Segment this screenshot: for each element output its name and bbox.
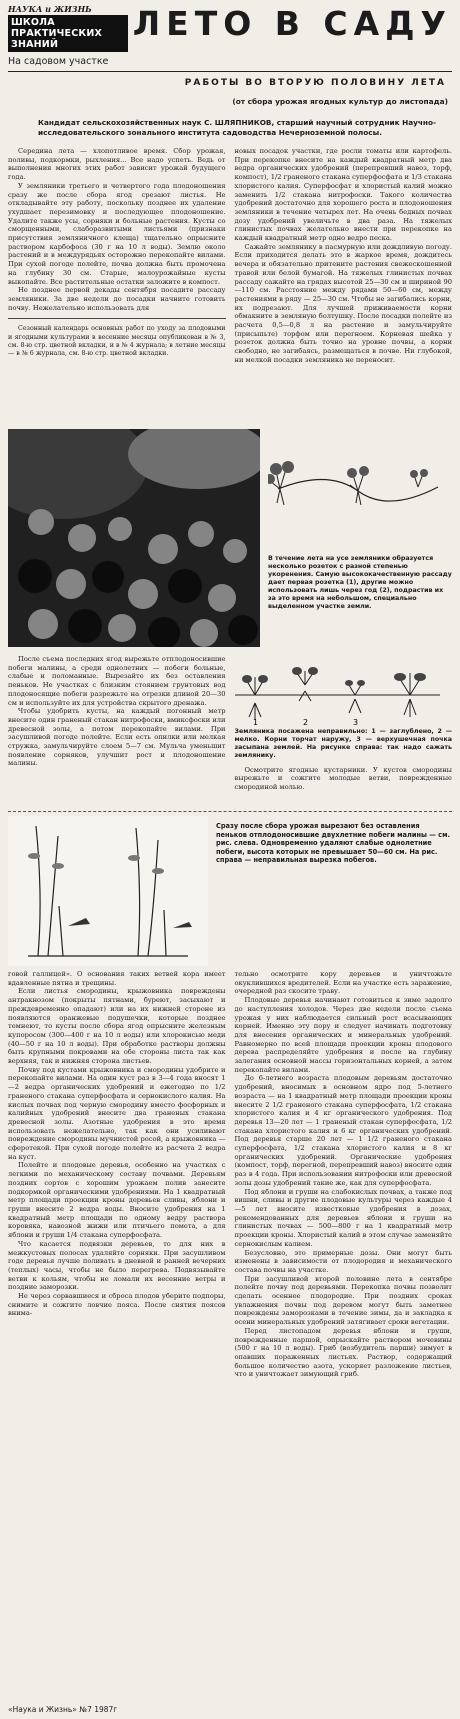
section-two-right-column bbox=[235, 655, 453, 805]
masthead bbox=[8, 4, 452, 67]
figure-three-caption: Сразу после сбора урожая вырезают без оставления пеньков отплодоносившие двухлетние побеги малины — см. рис. слева. Одновременно удаляют слабые однолетние побеги, высота которых не превышает 50—60 см. На рис. справа — неправильная вырезка побегов. bbox=[216, 822, 450, 865]
article-subnote: (от сбора урожая ягодных культур до листопада) bbox=[232, 97, 448, 106]
raspberry-figure-row bbox=[8, 816, 452, 966]
page-footer: «Наука и Жизнь» №7 1987г bbox=[8, 1705, 118, 1714]
raspberry-pruning-illustration bbox=[8, 816, 208, 966]
magazine-name: НАУКА и ЖИЗНЬ bbox=[8, 4, 92, 14]
paragraph: Если листья смородины, крыжовника повреждены антракнозом (покрыты пятнами, буреют, засыхают и преждевременно опадают) или на их нижней стороне из появляются оранжевые подушечки, которые позднее темнеют, то кусты после сбора ягод опрысните железным купоросом (300—400 г на 10 л воды) или хлорокисью меди (40—50 г на 10 л воды). При обработке растворы должны быть крупными покровами на обе стороны листа так как верхняя, так и нижняя сторона листьев. bbox=[8, 987, 226, 1066]
paragraph: тельно осмотрите кору деревьев и уничтожьте окуклившихся вредителей. Если на участке есть заражение, очередной раз скосите траву. bbox=[234, 970, 452, 996]
figure-label: 1 bbox=[252, 718, 258, 725]
paragraph: Середина лета — хлопотливое время. Сбор урожая, поливы, подкормки, рыхления... Все надо успеть. Ведь от выполнения многих этих работ зависит урожай будущего года. bbox=[8, 147, 226, 182]
photo-row bbox=[8, 429, 452, 647]
paragraph: При засушливой второй половине лета в сентябре полейте почву под деревьями. Перекопка почвы позволит сделать осеннее плодородие. При поздних сроках увлажнения почвы под деревом могут быть заметнее повреждены заморозками в течение зимы, да и закладка к осени минеральных удобрений затягивает сроки вегетации. bbox=[234, 1274, 452, 1327]
paragraph: После съема последних ягод вырежьте отплодоносившие побеги малины, а среди однолетних — побеги больные, слабые и поломанные. Вырезайте их без оставления пеньков. Не участках с близким стоянием грунтовых вод плодоносящие побеги разрежьте на отрезки длиной 20—30 см и используйте их для устройства скрытого дренажа. bbox=[8, 655, 226, 707]
section-one-right-column bbox=[235, 147, 453, 419]
paragraph: У земляники третьего и четвертого года плодоношения сразу же после сбора ягод срезают листья. Не откладывайте эту работу, поскольку позднее их удаление ухудшает перезимовку и последующее плодоношение. Удалите также усы, сорняки и больные растения. Кусты со сморщенными, слаборазвитыми листьями (признаки присутствия земляничного клеща) тщательно опрысните раствором карбофоса (30 г на 10 л воды). Землю около растений и в междурядьях осторожно перекопайте вилами. При сухой погоде полейте, почва должна быть промочена на глубину 30 см. Старые, малоурожайные кусты выкопайте. Все растительные остатки заложите в компост. bbox=[8, 181, 226, 286]
figure-one bbox=[268, 429, 452, 647]
rubric-label: ШКОЛА ПРАКТИЧЕСКИХ ЗНАНИЙ bbox=[8, 15, 128, 52]
paragraph: Полейте и плодовые деревья, особенно на участках с легкими по механическому составу почвами. Деревьям поздних сортов с хорошим урожаем полив занесите подкормкой органическими удобрениями. На 1 квадратный метр площади проекции кроны деревьев сливы, яблони и груши внесите 2 ведра воды. Вносите удобрения на 1 квадратный метр площади по одному ведру раствора коровяка, навозной жижи или птичьего помета, а для яблони и груши 1/4 стакана суперфосфата. bbox=[8, 1161, 226, 1240]
paragraph: Не через сорвавшиеся и сброса плодов уберите подпоры, снимите и сожгите ловчие пояса. После снятия поясов внима- bbox=[8, 1292, 226, 1318]
paragraph: До 6-летнего возраста плодовым деревьям достаточно удобрений, вносимых в основном ядро под 5-летнего возраста — на 1 квадратный метр площади проекции кроны внесите 2 1/2 граненого стакана суперфосфата, 1/2 стакана хлористого калия и 4 кг органического удобрения. Под деревья 13—20 лет — 1 граненый стакан суперфосфата, 1/2 стакана хлористого калия и 6 кг органических удобрений. Под деревья старше 20 лет — 1 1/2 граненого стакана суперфосфата, 1/2 стакана хлористого калия и 8 кг органических удобрений. Органические удобрения (компост, торф, перегной, перепревший навоз) вносите один раз в 4 года. При использовании нитрофоски или древесной золы дозы удобрений такие же, как для суперфосфата. bbox=[234, 1074, 452, 1187]
section-three bbox=[8, 970, 452, 1530]
article-title: ЛЕТО В САДУ bbox=[132, 4, 452, 43]
author-byline: Кандидат сельскохозяйственных наук С. ШЛЯПНИКОВ, старший научный сотрудник Научно-исследовательского зонального института садоводства Нечерноземной полосы. bbox=[38, 118, 437, 137]
section-one bbox=[8, 147, 452, 419]
paragraph: Почву под кустами крыжовника и смородины удобрите и перекопайте вилами. На один куст раз в 3—4 года вносят 1—2 ведра органических удобрений и ежегодно по 1/2 граненого стакана суперфосфата и сернокислого калия. На кислых почвах под черную смородину вместо фосфорных и калийных удобрений внесите два граненых стакана древесной золы. Азотные удобрения в это время использовать нежелательно, так как они усиливают повреждение смородины мучнистой росой, а крыжовника — сферотекой. При сухой погоде полейте из расчета 2 ведра на куст. bbox=[8, 1065, 226, 1161]
paragraph: Сажайте землянику в пасмурную или дождливую погоду. Если приходится делать это в жаркое время, дождитесь вечера и обязательно притените растения свежескошенной травой или белой бумагой. На тяжелых глинистых почвах рассаду сажайте на грядах высотой 25—30 см и шириной 90—110 см. Расстояние между рядами 50—60 см, между растениями в ряду — 25—30 см. Чтобы не загибались корни, их подрезают. Для лучшей приживаемости корни обмакните в земляную болтушку. После посадки полейте из расчета 0,5—0,8 л на растение и замульчируйте (присыпьте) торфом или перегноем. Корневая шейка у розеток должна быть точно на уровне почвы, а корни свободно, не загибаясь, размещаться в почве. Ни глубокой, ни мелкой посадки земляника не переносит. bbox=[234, 242, 452, 364]
header-rule bbox=[8, 71, 452, 72]
figure-one-caption: В течение лета на усе земляники образуется несколько розеток с разной степенью укоренения. Самую высококачественную рассаду дает первая розетка (1), другие можно использовать лишь через год (2), подрастив их за это время на небольшом, специально выделенном участке земли. bbox=[268, 555, 452, 610]
section-three-right-column bbox=[235, 970, 453, 1530]
planting-diagram bbox=[235, 655, 440, 725]
section-two-left-column bbox=[8, 655, 226, 805]
figure-label: 2 bbox=[302, 718, 308, 725]
figure-two-caption: Земляника посажена неправильно: 1 — заглублено, 2 — мелко. Корни торчат наружу, 3 — верхушечная почка засыпана землей. На рисунке справа: так надо сажать землянику. bbox=[234, 727, 452, 759]
calendar-note: Сезонный календарь основных работ по уходу за плодовыми и ягодными культурами в весенние месяцы опубликован в № 3, см. 8-ю стр. цветной вкладки, и в № 4 журнала; в летние месяцы — в № 6 журнала, см. 8-ю стр. цветной вкладки. bbox=[8, 325, 226, 357]
paragraph: Не позднее первой декады сентября посадите рассаду земляники. За две недели до посадки начните готовить почву. Нежелательно использовать для bbox=[8, 286, 226, 312]
section-three-left-column bbox=[8, 970, 226, 1530]
paragraph: новых посадок участки, где росли томаты или картофель. При перекопке внесите на каждый квадратный метр два ведра органических удобрений (перепревший навоз, торф, компост), 1/2 граненого стакана суперфосфата и 1/3 стакана хлористого калия. Суперфосфат и хлористый калий можно заменить 1/2 стакана нитрофоски. Такого количества удобрений достаточно для хорошего роста и плодоношения земляники в течение четырех лет. На очень бедных почвах дозу удобрений увеличьте в два раза. На тяжелых глинистых почвах желательно внести при перекопке на каждый квадратный метр одно ведро песка. bbox=[234, 147, 452, 243]
section-one-left-column bbox=[8, 147, 226, 419]
paragraph: Осмотрите ягодные кустарники. У кустов смородины вырежьте и сожгите молодые ветви, поврежденные смородиной молью. bbox=[234, 765, 452, 792]
paragraph: Под яблони и груши на слабокислых почвах, а также под вишни, сливы и другие плодовые культуры через каждые 4—5 лет вносите известковые удобрения в дозах, рекомендованных для деревьев яблони и груши на глинистых почвах — 500—800 г на 1 квадратный метр проекции кроны. Хлористый калий в этом случае заменяйте сернокислым калием. bbox=[234, 1187, 452, 1248]
figure-label: 3 bbox=[352, 718, 358, 725]
paragraph: говой галлицей». О основания таких ветвей кора имеет вдавленные пятна и трещины. bbox=[8, 970, 226, 987]
section-two bbox=[8, 655, 452, 805]
paragraph: Плодовые деревья начинают готовиться к зиме задолго до наступления холодов. Через две недели после съема урожая у них наблюдается сильный рост всасывающих корней. Именно эту пору и следует начинать подготовку для внесения органических и минеральных удобрений. Равномерно по всей площади проекции кроны плодового дерева распределяйте удобрения и после на глубину залегания основной массы горизонтальных корней, а затем перекопайте вилами. bbox=[234, 996, 452, 1074]
section-divider bbox=[8, 811, 452, 812]
paragraph: Что касается подвязки деревьев, то для них в межкустовых полосах удаляйте сорняки. При засушливом годе деревья лучше поливать в дневной и ранней вечерних (теплых) часы, чтобы не было перегрева. Подвязывайте ветви к кольям, чтобы не ломали их весенние ветры и поздние заморозки. bbox=[8, 1239, 226, 1292]
brand-block bbox=[8, 4, 128, 67]
berries-photo bbox=[8, 429, 260, 647]
article-subtitle: РАБОТЫ ВО ВТОРУЮ ПОЛОВИНУ ЛЕТА bbox=[184, 78, 446, 88]
paragraph: Чтобы удобрить кусты, на каждый погонный метр внесите один граненый стакан нитрофоски, вмиксфоски или древесной золы, а потом перекопайте вилами. При засушливой погоде полейте. Если есть опилки или мелкая стружка, замульчируйте слоем 5—7 см. Мульча уменьшит появление сорняков, улучшит рост и плодоношение малины. bbox=[8, 707, 226, 768]
paragraph: Безусловно, это примерные дозы. Они могут быть изменены в зависимости от плодородия и механического состава почвы на участке. bbox=[234, 1248, 452, 1274]
strawberry-runner-illustration bbox=[268, 429, 448, 549]
paragraph: Перед листопадом деревья яблони и груши, поврежденные паршой, опрыскайте раствором мочевины (500 г на 10 л воды). Гриб (возбудитель парши) зимует в опавших пораженных листьях. Раствор, содержащий большое количество азота, ускоряет разложение листьев, что и уничтожает зимующий гриб. bbox=[234, 1326, 452, 1379]
section-label: На садовом участке bbox=[8, 56, 109, 67]
divider bbox=[8, 318, 226, 319]
